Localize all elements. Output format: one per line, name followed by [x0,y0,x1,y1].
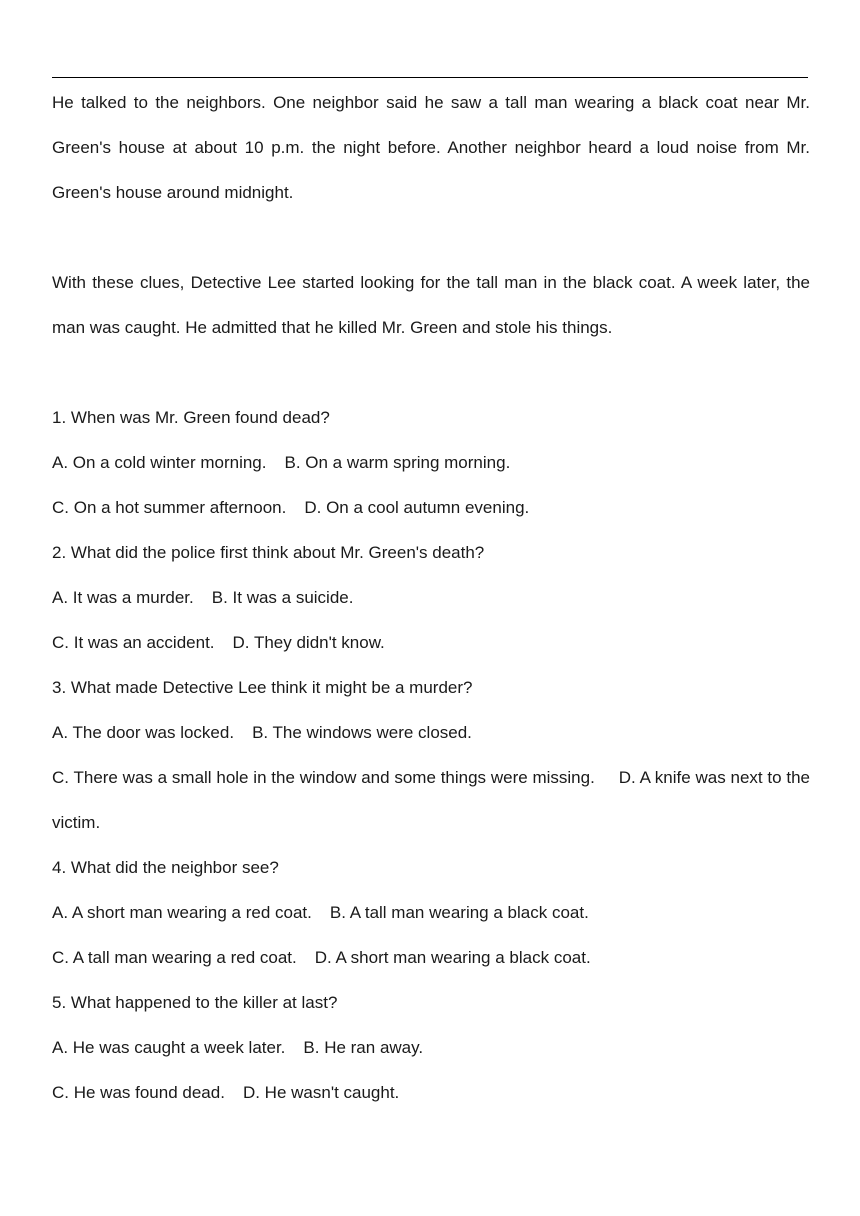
option-2a: A. It was a murder. [52,588,194,607]
question-5-options-ab [52,1025,810,1070]
option-4d: D. A short man wearing a black coat. [314,948,591,967]
question-1: 1. When was Mr. Green found dead? [52,408,330,427]
paragraph-gap [52,350,810,395]
question-2-options-ab [52,575,810,620]
question-1-options-cd [52,485,810,530]
option-3a: A. The door was locked. [52,723,235,742]
option-3c: C. There was a small hole in the window and some things were missing. [52,768,595,787]
document-body [52,80,810,1115]
option-2d: D. They didn't know. [232,633,385,652]
option-1a: A. On a cold winter morning. [52,453,267,472]
paragraph-gap [52,215,810,260]
option-4c: C. A tall man wearing a red coat. [52,948,297,967]
header-rule [52,77,808,78]
question-3-options-ab [52,710,810,755]
option-2c: C. It was an accident. [52,633,215,652]
question-3-options-cd [52,755,810,845]
question-2-options-cd [52,620,810,665]
option-4a: A. A short man wearing a red coat. [52,903,312,922]
question-1-options-ab [52,440,810,485]
option-5d: D. He wasn't caught. [242,1083,400,1102]
question-5: 5. What happened to the killer at last? [52,993,338,1012]
option-3b: B. The windows were closed. [252,723,472,742]
question-2: 2. What did the police first think about Mr. Green's death? [52,543,485,562]
question-5-options-cd [52,1070,810,1115]
passage-paragraph-1: He talked to the neighbors. One neighbor said he saw a tall man wearing a black coat near Mr. Green's house at about 10 p.m. the night before. Another neighbor heard a loud noise from Mr. Green's house around midnight. [52,93,810,202]
option-5a: A. He was caught a week later. [52,1038,286,1057]
option-3d: D. A knife was next to the victim. [52,768,810,832]
option-1c: C. On a hot summer afternoon. [52,498,287,517]
option-2b: B. It was a suicide. [211,588,354,607]
option-1b: B. On a warm spring morning. [284,453,511,472]
question-4-options-cd [52,935,810,980]
question-4: 4. What did the neighbor see? [52,858,279,877]
passage-paragraph-2: With these clues, Detective Lee started looking for the tall man in the black coat. A week later, the man was caught. He admitted that he killed Mr. Green and stole his things. [52,273,810,337]
question-4-options-ab [52,890,810,935]
question-3: 3. What made Detective Lee think it might be a murder? [52,678,473,697]
option-1d: D. On a cool autumn evening. [304,498,530,517]
option-5b: B. He ran away. [303,1038,424,1057]
option-5c: C. He was found dead. [52,1083,225,1102]
option-4b: B. A tall man wearing a black coat. [329,903,589,922]
